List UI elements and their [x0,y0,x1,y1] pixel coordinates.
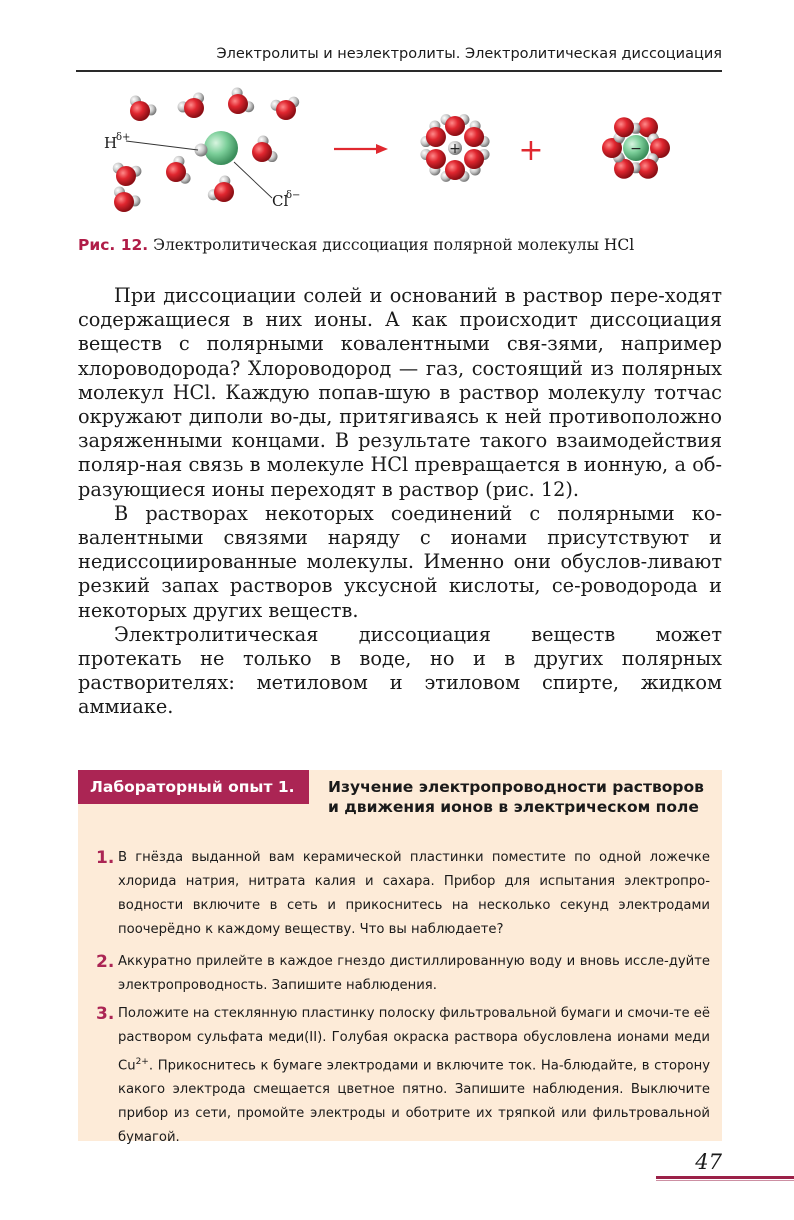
hydronium-cation-sign: + [449,141,461,157]
lab-tag: Лабораторный опыт 1. [78,770,309,804]
chlorine-atom [204,131,238,165]
cl-pointer-line [234,162,272,198]
dissociation-diagram [76,80,726,230]
water-molecule [420,149,446,175]
header-rule [76,70,722,72]
oxygen-atom [252,142,272,162]
step-number: 3. [96,1004,115,1024]
water-molecule [228,88,254,114]
folio-rule [656,1176,794,1179]
figure-12 [76,80,726,230]
cl-label: Cl [272,192,289,210]
step-text-part: . Прикоснитесь к бумаге электродами и включите ток. На-блюдайте, в сторону какого электрода смещается цветное пятно. Запишите наблюдения. Выключите прибор из сети, промойте электроды и оботрите их тряпкой или фильтровальной бумагой. [118,1058,710,1146]
lab-step [96,846,710,942]
h-pointer-line [126,141,198,150]
paragraph: В растворах некоторых соединений с полярными ко-валентными связями наряду с ионами присутствуют и недиссоциированные молекулы. Именно они обуслов-ливают резкий запах растворов уксусной кислоты, се-роводорода и некоторых других веществ. [78,501,722,622]
oxygen-atom [464,149,484,169]
chloride-anion-sign: − [630,141,642,157]
reaction-arrowhead [376,144,388,154]
paragraph: Электролитическая диссоциация веществ может протекать не только в воде, но и в других полярных растворителях: метиловом и этиловом спирте, жидком аммиаке. [78,622,722,719]
oxygen-atom [614,117,634,137]
oxygen-atom [184,98,204,118]
step-number: 1. [96,848,115,868]
oxygen-atom [426,149,446,169]
hydronium-cation [448,141,462,157]
paragraph: При диссоциации солей и оснований в раствор пере-ходят содержащиеся в них ионы. А как происходит диссоциация веществ с полярными ковалентными свя-зями, например хлороводорода? Хлороводород — газ, состоящий из полярных молекул HCl. Каждую попав-шую в раствор молекулу тотчас окружают диполи во-ды, притягиваясь к ней противоположно заряженными концами. В результате такого взаимодействия поляр-ная связь в молекуле HCl превращается в ионную, а об-разующиеся ионы переходят в раствор (рис. 12). [78,284,722,501]
cl-charge-label: δ− [286,190,301,201]
oxygen-atom [166,162,186,182]
water-molecule [114,186,140,212]
water-molecule [113,163,142,186]
oxygen-atom [130,101,150,121]
lab-title: Изучение электропроводности растворов и движения ионов в электрическом поле [328,778,704,816]
figure-caption [78,236,634,254]
lab-step [96,1002,710,1150]
oxygen-atom [116,166,136,186]
chloride-anion [623,135,649,161]
water-molecule [252,136,278,162]
caption-label: Рис. 12. [78,236,149,254]
oxygen-atom [445,160,465,180]
step-number: 2. [96,952,115,972]
oxygen-atom [426,127,446,147]
water-molecule [166,156,191,184]
water-molecule [420,121,446,147]
oxygen-atom [276,100,296,120]
lab-step [96,950,710,998]
h-label: H [104,134,118,152]
water-molecule [130,95,156,121]
oxygen-atom [114,192,134,212]
oxygen-atom [214,182,234,202]
water-molecule [208,176,234,202]
oxygen-atom [445,116,465,136]
step-text: В гнёзда выданной вам керамической пластинки поместите по одной ложечке хлорида натрия, нитрата калия и сахара. Прибор для испытания электропро-водности включите в сеть и прикоснитесь на несколько секунд электродами поочерёдно к каждому веществу. Что вы наблюдаете? [118,850,710,937]
caption-text: Электролитическая диссоциация полярной молекулы HCl [153,236,635,254]
ion-charge: 2+ [135,1057,149,1067]
page-number: 47 [695,1150,722,1174]
water-molecule [464,149,490,175]
water-molecule [271,97,300,120]
h-charge-label: δ+ [116,132,131,143]
folio-rule-thin [656,1180,794,1181]
step-text [118,1002,710,1150]
oxygen-atom [464,127,484,147]
step-text: Аккуратно прилейте в каждое гнездо дистиллированную воду и вновь иссле-дуйте электропроводность. Запишите наблюдения. [118,954,710,993]
oxygen-atom [638,159,658,179]
body-text [78,284,722,720]
running-head: Электролиты и неэлектролиты. Электролитическая диссоциация [216,46,722,62]
oxygen-atom [228,94,248,114]
water-molecule [464,121,490,147]
step-text-part: Положите на стеклянную пластинку полоску фильтровальной бумаги и смочи-те её раствором сульфата меди(II). Голубая окраска раствора обусловлена ионами меди Cu [118,1006,710,1074]
plus-sign: + [518,133,544,168]
water-molecule [178,92,204,118]
lab-experiment-box [78,770,722,1146]
